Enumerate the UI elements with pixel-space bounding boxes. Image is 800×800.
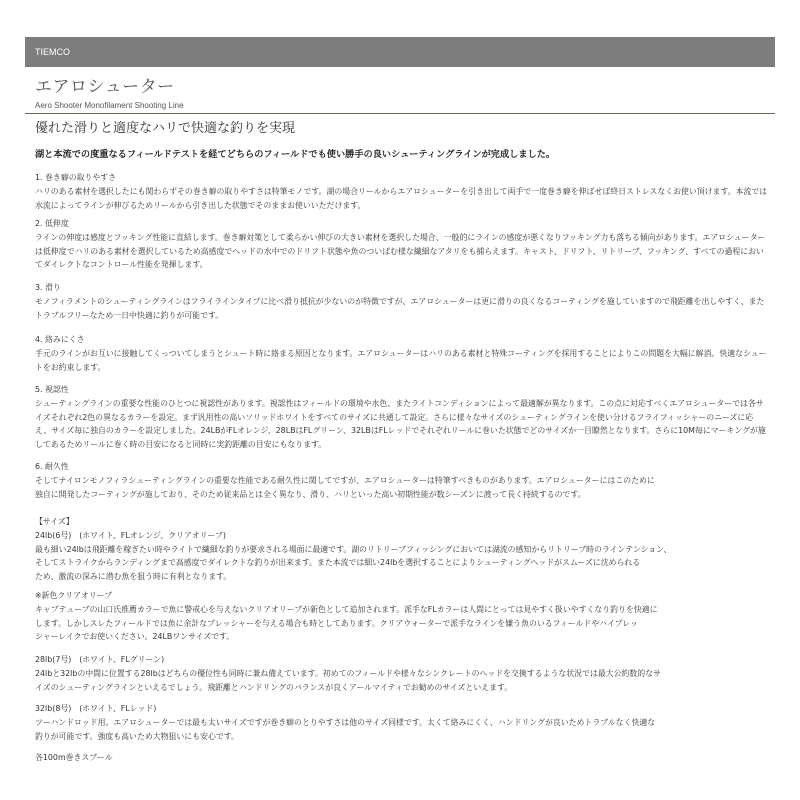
section-text-line: キャプテューブの山口氏推薦カラーで魚に警戒心を与えないクリアオリーブが新色として追加されます。派手なFLカラーは人間にとっては見やすく扱いやすくなり釣りを快適に <box>35 604 658 614</box>
brand-header-bar <box>25 37 775 67</box>
section-text-line: てダイレクトなコントロール性能を発揮します。 <box>35 260 208 270</box>
section-text-line: そしてナイロンモノフィラシューティングラインの重要な性能である耐久性に関してですが、エアロシューターは特筆すべきものがあります。エアロシューターにはこのために <box>35 475 655 485</box>
section-4 <box>35 333 767 374</box>
product-title: エアロシューター <box>35 77 175 97</box>
section-heading: 1. 巻き癖の取りやすさ <box>35 173 117 182</box>
section-9 <box>35 653 661 694</box>
section-6 <box>35 460 655 501</box>
section-heading: 3. 滑り <box>35 283 61 292</box>
section-text-line: 釣りが可能です。強度も高いため大物狙いにも安心です。 <box>35 731 239 741</box>
section-text-line: シャーレイクでお使いください。24LBワンサイズです。 <box>35 632 235 642</box>
section-text-line: 28lb(7号) (ホワイト、FLグリーン) <box>35 655 165 664</box>
section-text-line: 最も細い24lbは飛距離を稼ぎたい時やライトで繊細な釣りが要求される場面に最適です。湖のリトリーブフィッシングにおいては湖流の感知からリトリーブ時のラインテンション、 <box>35 544 672 554</box>
lead-statement: 湖と本流での度重なるフィールドテストを経てどちらのフィールドでも使い勝手の良いシューティングラインが完成しました。 <box>35 149 556 160</box>
section-text-line: 各100m巻きスプール <box>35 753 113 762</box>
section-text-line: シューティングラインの重要な性能のひとつに視認性があります。視認性はフィールドの環境や水色、またライトコンディションによって最適解が異なります。この点に対応すべくエアロシューターでは各サ <box>35 398 764 408</box>
section-3 <box>35 281 764 322</box>
section-7 <box>35 515 671 584</box>
section-heading: 5. 視認性 <box>35 385 69 394</box>
section-text-line: イズのシューティングラインといえるでしょう。飛距離とハンドリングのバランスが良くアールマイティでお勧めのサイズといえます。 <box>35 682 513 692</box>
section-text-line: します。しかしスレたフィールドでは魚に余計なプレッシャーを与える場合も時としてあります。クリアウォーターで派手なラインを嫌う魚のいるフィールドやハイプレッ <box>35 618 639 628</box>
section-8 <box>35 589 658 644</box>
section-text-line: イズそれぞれ2色の異なるカラーを設定。まず汎用性の高いソリッドホワイトをすべてのサイズに共通して設定。さらに様々なサイズのシューティングラインを使い分けるフライフィッシャーのニーズに応 <box>35 412 754 422</box>
section-10 <box>35 702 655 743</box>
title-divider <box>25 113 775 114</box>
section-text-line: してあるためリールに巻く時の目安になると同時に実釣距離の目安にもなります。 <box>35 440 327 450</box>
section-text-line: トラブルフリーなため一日中快適に釣りが可能です。 <box>35 310 224 320</box>
section-text-line: ため、激流の深みに潜む魚を狙う時に有利となります。 <box>35 572 232 582</box>
section-text-line: ※新色クリアオリーブ <box>35 591 113 600</box>
headline: 優れた滑りと適度なハリで快適な釣りを実現 <box>35 121 296 136</box>
section-heading: 4. 絡みにくさ <box>35 335 85 344</box>
section-heading: 【サイズ】 <box>35 517 74 526</box>
section-2 <box>35 217 765 272</box>
section-text-line: ラインの伸度は感度とフッキング性能に直結します。巻き癖対策として柔らかい伸びの大きい素材を選択した場合、一般的にラインの感度が悪くなりフッキング力も落ちる傾向があります。エアロシューター <box>35 232 766 242</box>
section-text-line: 24lbと32lbの中間に位置する28lbはどちらの優位性も同時に兼ね備えています。初めてのフィールドや様々なシンクレートのヘッドを交換するような状況では最大公約数的なサ <box>35 668 661 678</box>
product-subtitle: Aero Shooter Monofilament Shooting Line <box>35 101 184 110</box>
section-text-line: 24lb(6号) (ホワイト、FLオレンジ、クリアオリーブ) <box>35 530 226 540</box>
brand-name: TIEMCO <box>35 47 70 57</box>
product-title-block <box>35 77 775 111</box>
section-text-line: 手元のラインがお互いに接触してくっついてしまうとシュート時に絡まる原因となります。エアロシューターはハリのある素材と特殊コーティングを採用することによりこの問題を大幅に解消。快適なシュー <box>35 348 767 358</box>
section-heading: 2. 低伸度 <box>35 219 69 228</box>
section-1 <box>35 171 767 212</box>
section-text-line: そしてストライクからランディングまで高感度でダイレクトな釣りが出来ます。また本流では細い24lbを選択することによりシューティングヘッドがスムーズに沈められる <box>35 558 641 568</box>
section-text-line: トをお約束します。 <box>35 362 106 372</box>
section-11 <box>35 751 113 765</box>
section-5 <box>35 383 766 452</box>
section-text-line: 32lb(8号) (ホワイト、FLレッド) <box>35 704 157 713</box>
section-text-line: 水流によってラインが伸びるためリールから引き出した状態でそのままお使いいただけます。 <box>35 200 366 210</box>
section-text-line: え、サイズ毎に独自のカラーを設定しました。24LBがFLオレンジ、28LBはFLグリーン、32LBはFLレッドでそれぞれリールに巻いた状態でどのサイズか一目瞭然となります。さらに10M毎にマーキングが施 <box>35 426 766 436</box>
section-text-line: 独自に開発したコーティングが施しており、そのため従来品とは全く異なり、滑り、ハリといった高い初期性能が数シーズンに渡って長く持続するのです。 <box>35 489 586 499</box>
section-text-line: ハリのある素材を選択したにも関わらずその巻き癖の取りやすさは特筆モノです。湖の場合リールからエアロシューターを引き出して両手で一度巻き癖を伸ばせば終日ストレスなくお使い頂けます。本流では <box>35 186 768 196</box>
product-description <box>35 120 775 762</box>
section-text-line: は低伸度でハリのある素材を選択しているため高感度でヘッドの水中でのドリフト状態や魚のついばむ様な繊細なアタリをも捕らえます。キャスト、ドリフト、リトリーブ、フッキング、すべての過程におい <box>35 246 764 256</box>
section-text-line: ツーハンドロッド用。エアロシューターでは最も太いサイズですが巻き癖のとりやすさは他のサイズ同様です。太くて絡みにくく、ハンドリングが良いためトラブルなく快適な <box>35 717 656 727</box>
section-text-line: モノフィラメントのシューティングラインはフライラインタイプに比べ滑り抵抗が少ないのが特徴ですが、エアロシューターは更に滑りの良くなるコーティングを施していますので飛距離を出しやすく、また <box>35 296 765 306</box>
section-heading: 6. 耐久性 <box>35 462 69 471</box>
